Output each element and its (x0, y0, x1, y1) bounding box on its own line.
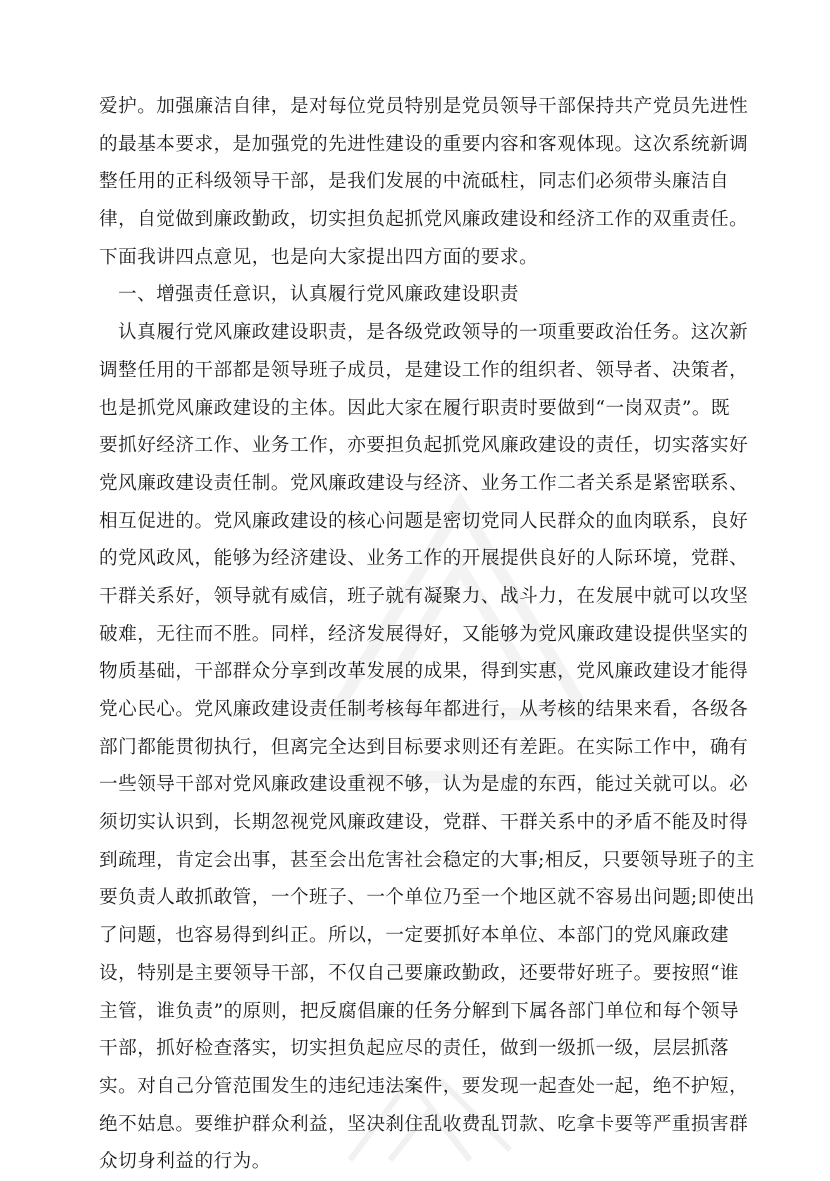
text-line: 众切身利益的行为。 (99, 1151, 271, 1173)
text-line: 党风廉政建设责任制。党风廉政建设与经济、业务工作二者关系是紧密联系、 (99, 472, 749, 494)
text-line: 调整任用的干部都是领导班子成员，是建设工作的组织者、领导者、决策者， (99, 359, 749, 381)
text-line: 干部，抓好检查落实，切实担负起应尽的责任，做到一级抓一级，层层抓落 (99, 1038, 730, 1060)
text-line: 到疏理，肯定会出事，甚至会出危害社会稳定的大事;相反，只要领导班子的主 (99, 849, 755, 871)
text-line: 认真履行党风廉政建设职责，是各级党政领导的一项重要政治任务。这次新 (118, 322, 749, 344)
text-line: 部门都能贯彻执行，但离完全达到目标要求则还有差距。在实际工作中，确有 (99, 736, 749, 758)
text-line: 的党风政风，能够为经济建设、业务工作的开展提供良好的人际环境，党群、 (99, 548, 749, 570)
section-heading: 一、增强责任意识，认真履行党风廉政建设职责 (118, 284, 519, 306)
text-line: 整任用的正科级领导干部，是我们发展的中流砥柱，同志们必须带头廉洁自 (99, 171, 730, 193)
text-line: 的最基本要求，是加强党的先进性建设的重要内容和客观体现。这次系统新调 (99, 133, 749, 155)
text-line: 律，自觉做到廉政勤政，切实担负起抓党风廉政建设和经济工作的双重责任。 (99, 209, 749, 231)
document-body (99, 88, 755, 1181)
text-line: 爱护。加强廉洁自律，是对每位党员特别是党员领导干部保持共产党员先进性 (99, 96, 749, 117)
text-line: 党心民心。党风廉政建设责任制考核每年都进行，从考核的结果来看，各级各 (99, 699, 749, 720)
text-line: 主管，谁负责”的原则，把反腐倡廉的任务分解到下属各部门单位和每个领导 (99, 1000, 740, 1022)
text-line: 实。对自己分管范围发生的违纪违法案件，要发现一起查处一起，绝不护短， (99, 1075, 749, 1097)
text-line: 物质基础，干部群众分享到改革发展的成果，得到实惠，党风廉政建设才能得 (99, 661, 749, 683)
text-line: 绝不姑息。要维护群众利益，坚决刹住乱收费乱罚款、吃拿卡要等严重损害群 (99, 1113, 749, 1135)
text-line: 设，特别是主要领导干部，不仅自己要廉政勤政，还要带好班子。要按照“谁 (99, 962, 740, 984)
text-line: 相互促进的。党风廉政建设的核心问题是密切党同人民群众的血肉联系，良好 (99, 510, 749, 532)
text-line: 干群关系好，领导就有威信，班子就有凝聚力、战斗力，在发展中就可以攻坚 (99, 585, 749, 607)
text-line: 要负责人敢抓敢管，一个班子、一个单位乃至一个地区就不容易出问题;即使出 (99, 887, 755, 909)
text-line: 了问题，也容易得到纠正。所以，一定要抓好本单位、本部门的党风廉政建 (99, 925, 730, 947)
text-line: 也是抓党风廉政建设的主体。因此大家在履行职责时要做到“一岗双责”。既 (99, 397, 731, 419)
text-line: 要抓好经济工作、业务工作，亦要担负起抓党风廉政建设的责任，切实落实好 (99, 435, 749, 457)
text-line: 须切实认识到，长期忽视党风廉政建设，党群、干群关系中的矛盾不能及时得 (99, 812, 749, 834)
text-line: 一些领导干部对党风廉政建设重视不够，认为是虚的东西，能过关就可以。必 (99, 774, 749, 796)
text-line: 下面我讲四点意见，也是向大家提出四方面的要求。 (99, 246, 539, 268)
text-line: 破难，无往而不胜。同样，经济发展得好，又能够为党风廉政建设提供坚实的 (99, 623, 749, 645)
